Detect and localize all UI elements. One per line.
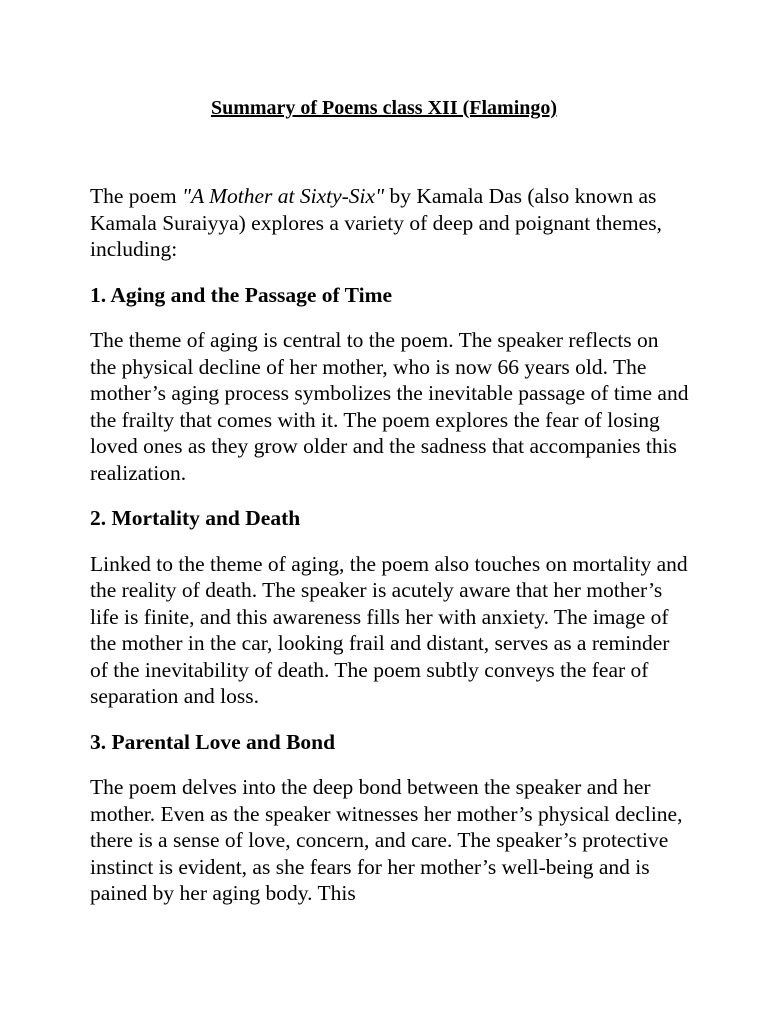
- section-heading-aging: 1. Aging and the Passage of Time: [90, 282, 393, 307]
- section-heading-mortality: 2. Mortality and Death: [90, 506, 301, 530]
- intro-paragraph: [90, 183, 690, 263]
- intro-prefix: The poem: [90, 184, 182, 208]
- document-title: Summary of Poems class XII (Flamingo): [210, 97, 558, 119]
- document-body: [90, 183, 690, 926]
- section-body-parental-love: The poem delves into the deep bond between the speaker and her mother. Even as the speaker witnesses her mother’s physical decline, there is a sense of love, concern, and care. The speaker’s protective instinct is evident, as she fears for her mother’s well-being and is pained by her aging body. This: [90, 775, 683, 905]
- section-body-aging: The theme of aging is central to the poem. The speaker reflects on the physical decline of her mother, who is now 66 years old. The mother’s aging process symbolizes the inevitable passage of time and the frailty that comes with it. The poem explores the fear of losing loved ones as they grow older and the sadness that accompanies this realization.: [90, 328, 689, 485]
- poem-title: "A Mother at Sixty-Six": [181, 184, 385, 208]
- intro-suffix: by Kamala Das (also known as Kamala Suraiyya) explores a variety of deep and poignant themes, including:: [90, 184, 662, 261]
- section-body-mortality: Linked to the theme of aging, the poem also touches on mortality and the reality of death. The speaker is acutely aware that her mother’s life is finite, and this awareness fills her with anxiety. The image of the mother in the car, looking frail and distant, serves as a reminder of the inevitability of death. The poem subtly conveys the fear of separation and loss.: [90, 551, 688, 708]
- section-heading-parental-love: 3. Parental Love and Bond: [90, 729, 336, 754]
